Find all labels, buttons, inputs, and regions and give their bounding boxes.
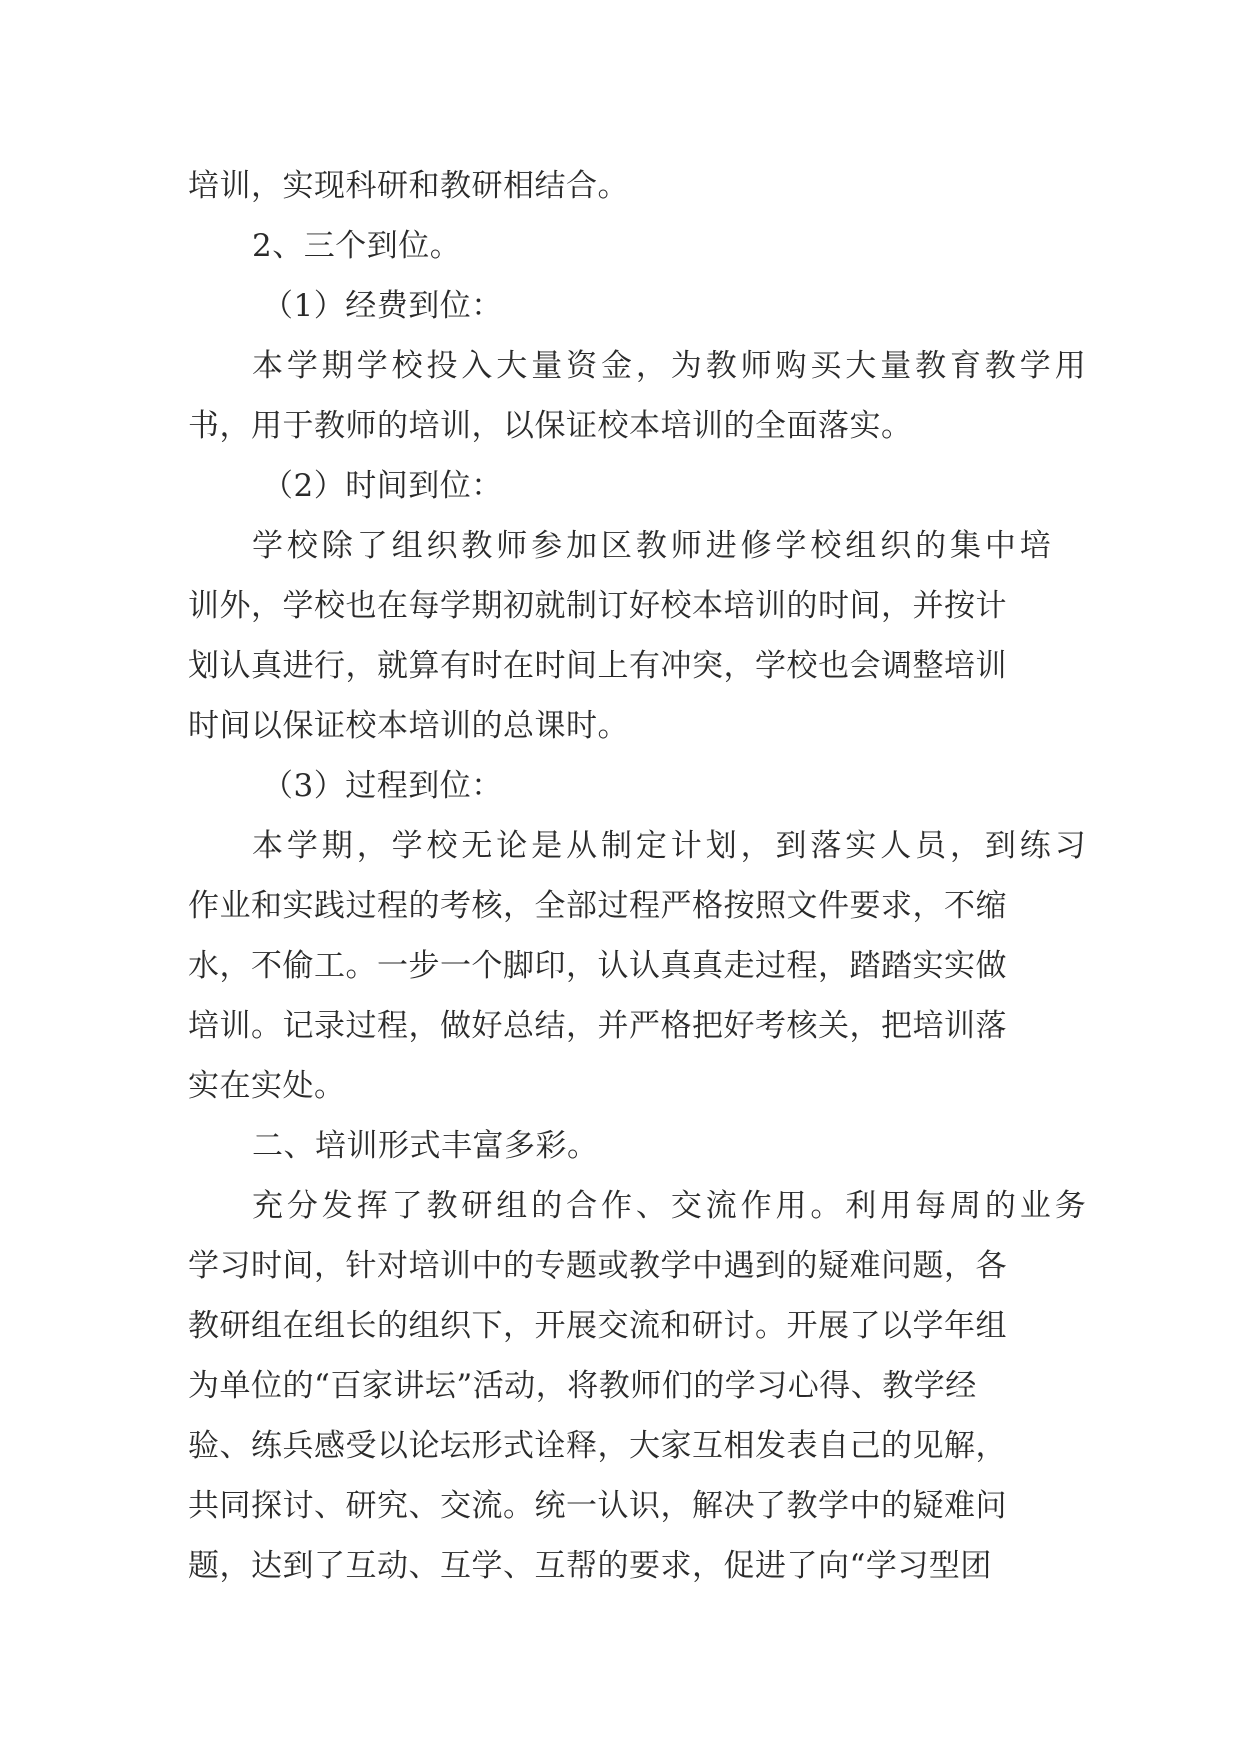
text-line: 验、练兵感受以论坛形式诠释，大家互相发表自己的见解，: [188, 1428, 1007, 1464]
text-line: 本学期学校投入大量资金，为教师购买大量教育教学用: [252, 348, 1090, 384]
text-line: 划认真进行，就算有时在时间上有冲突，学校也会调整培训: [188, 648, 1007, 684]
text-line: 培训。记录过程，做好总结，并严格把好考核关，把培训落: [188, 1008, 1007, 1044]
text-line: 为单位的“百家讲坛”活动，将教师们的学习心得、教学经: [188, 1368, 977, 1404]
subsection-heading: （2）时间到位：: [262, 468, 503, 504]
text-line: 时间以保证校本培训的总课时。: [188, 708, 629, 744]
text-line: 充分发挥了教研组的合作、交流作用。利用每周的业务: [252, 1188, 1090, 1224]
text-line: 书，用于教师的培训，以保证校本培训的全面落实。: [188, 408, 913, 444]
text-line: 水，不偷工。一步一个脚印，认认真真走过程，踏踏实实做: [188, 948, 1007, 984]
text-line: 本学期，学校无论是从制定计划，到落实人员，到练习: [252, 828, 1090, 864]
text-line: 训外，学校也在每学期初就制订好校本培训的时间，并按计: [188, 588, 1007, 624]
subsection-heading: （3）过程到位：: [262, 768, 503, 804]
section-heading: 二、培训形式丰富多彩。: [252, 1128, 599, 1164]
text-line: 教研组在组长的组织下，开展交流和研讨。开展了以学年组: [188, 1308, 1007, 1344]
text-line: 实在实处。: [188, 1068, 346, 1104]
text-line: 学校除了组织教师参加区教师进修学校组织的集中培: [252, 528, 1055, 564]
text-line: 作业和实践过程的考核，全部过程严格按照文件要求，不缩: [188, 888, 1007, 924]
text-line: 共同探讨、研究、交流。统一认识，解决了教学中的疑难问: [188, 1488, 1007, 1524]
text-line: 题，达到了互动、互学、互帮的要求，促进了向“学习型团: [188, 1548, 992, 1584]
text-line: 培训，实现科研和教研相结合。: [188, 168, 629, 204]
text-line: 学习时间，针对培训中的专题或教学中遇到的疑难问题，各: [188, 1248, 1007, 1284]
subsection-heading: （1）经费到位：: [262, 288, 503, 324]
section-heading: 2、三个到位。: [252, 228, 462, 264]
